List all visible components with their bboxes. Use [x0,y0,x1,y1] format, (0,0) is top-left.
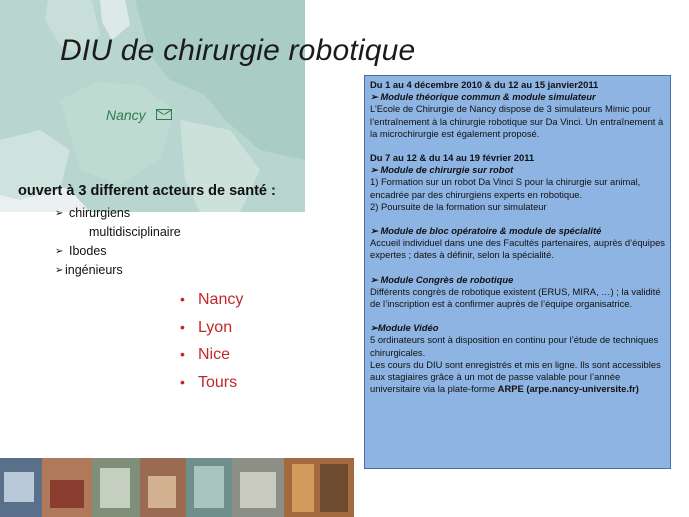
actor-label: Ibodes [69,244,107,258]
module-title: Module de chirurgie sur robot [380,164,514,176]
city-label: Tours [198,373,238,391]
program-info-box [364,75,671,469]
actor-sublabel: multidisciplinaire [89,225,181,239]
europe-map [0,0,305,212]
list-item [180,341,243,369]
cities-list [180,286,243,396]
section-text: 2) Poursuite de la formation sur simulateur [370,200,547,212]
section-dates: Du 7 au 12 & du 14 au 19 février 2011 [370,152,535,164]
city-label: Lyon [198,318,233,336]
bullet-icon: • [180,373,185,390]
module-title: Module Vidéo [377,322,439,334]
arrow-bullet-icon: ➢ [55,246,64,257]
bullet-icon: • [180,346,185,362]
section-text: Accueil individuel dans une des Facultés partenaires, auprès d’équipes expertes ; dates à définir, selon la spécialité. [370,237,665,261]
slide-title: DIU de chirurgie robotique [60,34,416,67]
module-title: Module Congrès de robotique [380,273,514,285]
section-module-congres [370,274,665,311]
arrow-bullet-icon: ➢ [370,91,381,103]
envelope-icon [156,109,172,120]
arrow-bullet-icon: ➢ [370,225,381,237]
section-text: Différents congrès de robotique existent (ERUS, MIRA, …) ; la validité de l’inscription est à confirmer auprès de l’équipe organisatrice. [370,285,661,310]
map-label-nancy: Nancy [106,107,146,123]
arrow-bullet-icon: ➢ [370,322,378,334]
module-title: Module théorique commun & module simulateur [380,91,596,103]
section-module-robot [370,152,665,213]
section-text: L’Ecole de Chirurgie de Nancy dispose de 3 simulateurs Mimic pour l’entraînement à la chirurgie robotique sur Da Vinci. Un entraînement à la microchirurgie est également proposé. [370,103,664,139]
arrow-bullet-icon: ➢ [370,273,381,285]
list-item [55,204,181,242]
list-item [55,242,181,261]
section-module-bloc [370,225,665,262]
section-module-theorique [370,79,665,140]
list-item [180,369,243,397]
city-label: Nice [198,346,231,363]
section-text: Les cours du DIU sont enregistrés et mis en ligne. Ils sont accessibles aux stagiaires grâce à un mot de passe valable pour l’année universitaire via la plate-forme [370,358,661,395]
actors-list [55,204,181,280]
arrow-bullet-icon: ➢ [55,208,64,219]
section-text: 1) Formation sur un robot Da Vinci S pour la chirurgie sur animal, encadrée par des chirurgiens experts en robotique. [370,176,641,200]
section-dates: Du 1 au 4 décembre 2010 & du 12 au 15 janvier2011 [370,79,599,90]
actor-label: ingénieurs [65,263,123,277]
bullet-icon: • [180,318,185,335]
platform-link-text: ARPE (arpe.nancy-universite.fr) [497,383,639,395]
arrow-bullet-icon: ➢ [370,164,381,176]
section-text: 5 ordinateurs sont à disposition en continu pour l’étude de techniques chirurgicales. [370,334,659,358]
list-item [55,261,181,280]
list-item [180,286,243,314]
city-label: Nancy [198,291,244,308]
bullet-icon: • [180,291,185,307]
arrow-bullet-icon: ➢ [55,265,64,276]
section-module-video [370,322,665,395]
list-item [180,314,243,342]
actors-heading: ouvert à 3 different acteurs de santé : [18,183,276,199]
actor-label: chirurgiens [69,206,131,220]
surgery-photo-strip [0,458,354,517]
module-title: Module de bloc opératoire & module de spécialité [380,225,602,237]
